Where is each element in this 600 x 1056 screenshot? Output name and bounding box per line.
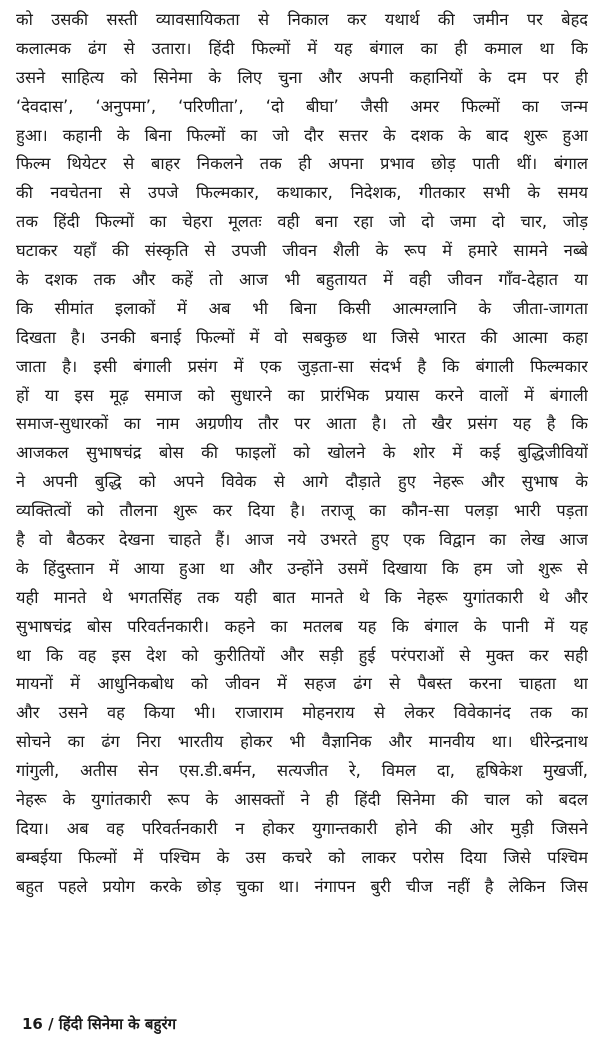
text-line: जाता है। इसी बंगाली प्रसंग में एक जुड़ता-सा संदर्भ है कि बंगाली फिल्मकार [16, 356, 588, 376]
body-paragraph [16, 6, 588, 902]
text-line: है वो बैठकर देखना चाहते हैं। आज नये उभरते हुए एक विद्वान का लेख आज [16, 530, 588, 550]
text-line: की नवचेतना से उपजे फिल्मकार, कथाकार, निदेशक, गीतकार सभी के समय [16, 183, 588, 203]
text-line: के दशक तक और कहें तो आज भी बहुतायत में वही जीवन गाँव-देहात या [16, 270, 588, 290]
text-line: ‘देवदास’, ‘अनुपमा’, ‘परिणीता’, ‘दो बीघा’ जैसी अमर फिल्मों का जन्म [16, 96, 588, 116]
text-line: हुआ। कहानी के बिना फिल्मों का जो दौर सत्तर के दशक के बाद शुरू हुआ [16, 125, 588, 145]
text-line: यही मानते थे भगतसिंह तक यही बात मानते थे कि नेहरू युगांतकारी थे और [16, 587, 588, 607]
text-line: गांगुली, अतीस सेन एस.डी.बर्मन, सत्यजीत रे, विमल दा, हृषिकेश मुखर्जी, [16, 761, 588, 781]
text-line: कलात्मक ढंग से उतारा। हिंदी फिल्मों में यह बंगाल का ही कमाल था कि [16, 38, 588, 58]
text-line: सुभाषचंद्र बोस परिवर्तनकारी। कहने का मतलब यह कि बंगाल के पानी में यह [16, 616, 588, 636]
text-line: सोचने का ढंग निरा भारतीय होकर भी वैज्ञानिक और मानवीय था। धीरेन्द्रनाथ [16, 732, 588, 752]
text-line: उसने साहित्य को सिनेमा के लिए चुना और अपनी कहानियों के दम पर ही [16, 67, 588, 87]
text-line: घटाकर यहाँ की संस्कृति से उपजी जीवन शैली के रूप में हमारे सामने नब्बे [16, 241, 588, 261]
text-line: और उसने वह किया भी। राजाराम मोहनराय से लेकर विवेकानंद तक का [16, 703, 588, 723]
text-line: हों या इस मूढ़ समाज को सुधारने का प्रारंभिक प्रयास करने वालों में बंगाली [16, 385, 588, 405]
text-line: नेहरू के युगांतकारी रूप के आसक्तों ने ही हिंदी सिनेमा की चाल को बदल [16, 790, 588, 810]
text-line: आजकल सुभाषचंद्र बोस की फाइलों को खोलने के शोर में कई बुद्धिजीवियों [16, 443, 588, 463]
text-line: के हिंदुस्तान में आया हुआ था और उन्होंने उसमें दिखाया कि हम जो शुरू से [16, 558, 588, 578]
running-title: हिंदी सिनेमा के बहुरंग [58, 1015, 177, 1033]
text-line: फिल्म थियेटर से बाहर निकलने तक ही अपना प्रभाव छोड़ पाती थीं। बंगाल [16, 154, 588, 174]
text-line: व्यक्तित्वों को तौलना शुरू कर दिया है। तराजू का कौन-सा पलड़ा भारी पड़ता [16, 501, 588, 521]
text-line: को उसकी सस्ती व्यावसायिकता से निकाल कर यथार्थ की जमीन पर बेहद [16, 10, 588, 29]
text-line: मायनों में आधुनिकबोध को जीवन में सहज ढंग से पैबस्त करना चाहता था [16, 674, 588, 694]
page-number: 16 [22, 1015, 43, 1033]
text-line: ने अपनी बुद्धि को अपने विवेक से आगे दौड़ाते हुए नेहरू और सुभाष के [16, 472, 588, 492]
text-line: बहुत पहले प्रयोग करके छोड़ चुका था। नंगापन बुरी चीज नहीं है लेकिन जिस [16, 876, 588, 896]
text-line: दिया। अब वह परिवर्तनकारी न होकर युगान्तकारी होने की ओर मुड़ी जिसने [16, 818, 588, 838]
text-line: बम्बईया फिल्मों में पश्चिम के उस कचरे को लाकर परोस दिया जिसे पश्चिम [16, 847, 588, 867]
page-footer [22, 1014, 176, 1034]
text-line: कि सीमांत इलाकों में अब भी बिना किसी आत्मग्लानि के जीता-जागता [16, 298, 588, 318]
footer-separator: / [48, 1015, 54, 1033]
text-line: तक हिंदी फिल्मों का चेहरा मूलतः वही बना रहा जो दो जमा दो चार, जोड़ [16, 212, 588, 232]
text-line: समाज-सुधारकों का नाम अग्रणीय तौर पर आता है। तो खैर प्रसंग यह है कि [16, 414, 588, 434]
text-line: दिखता है। उनकी बनाई फिल्मों में वो सबकुछ था जिसे भारत की आत्मा कहा [16, 327, 588, 347]
text-line: था कि वह इस देश को कुरीतियों और सड़ी हुई परंपराओं से मुक्त कर सही [16, 645, 588, 665]
